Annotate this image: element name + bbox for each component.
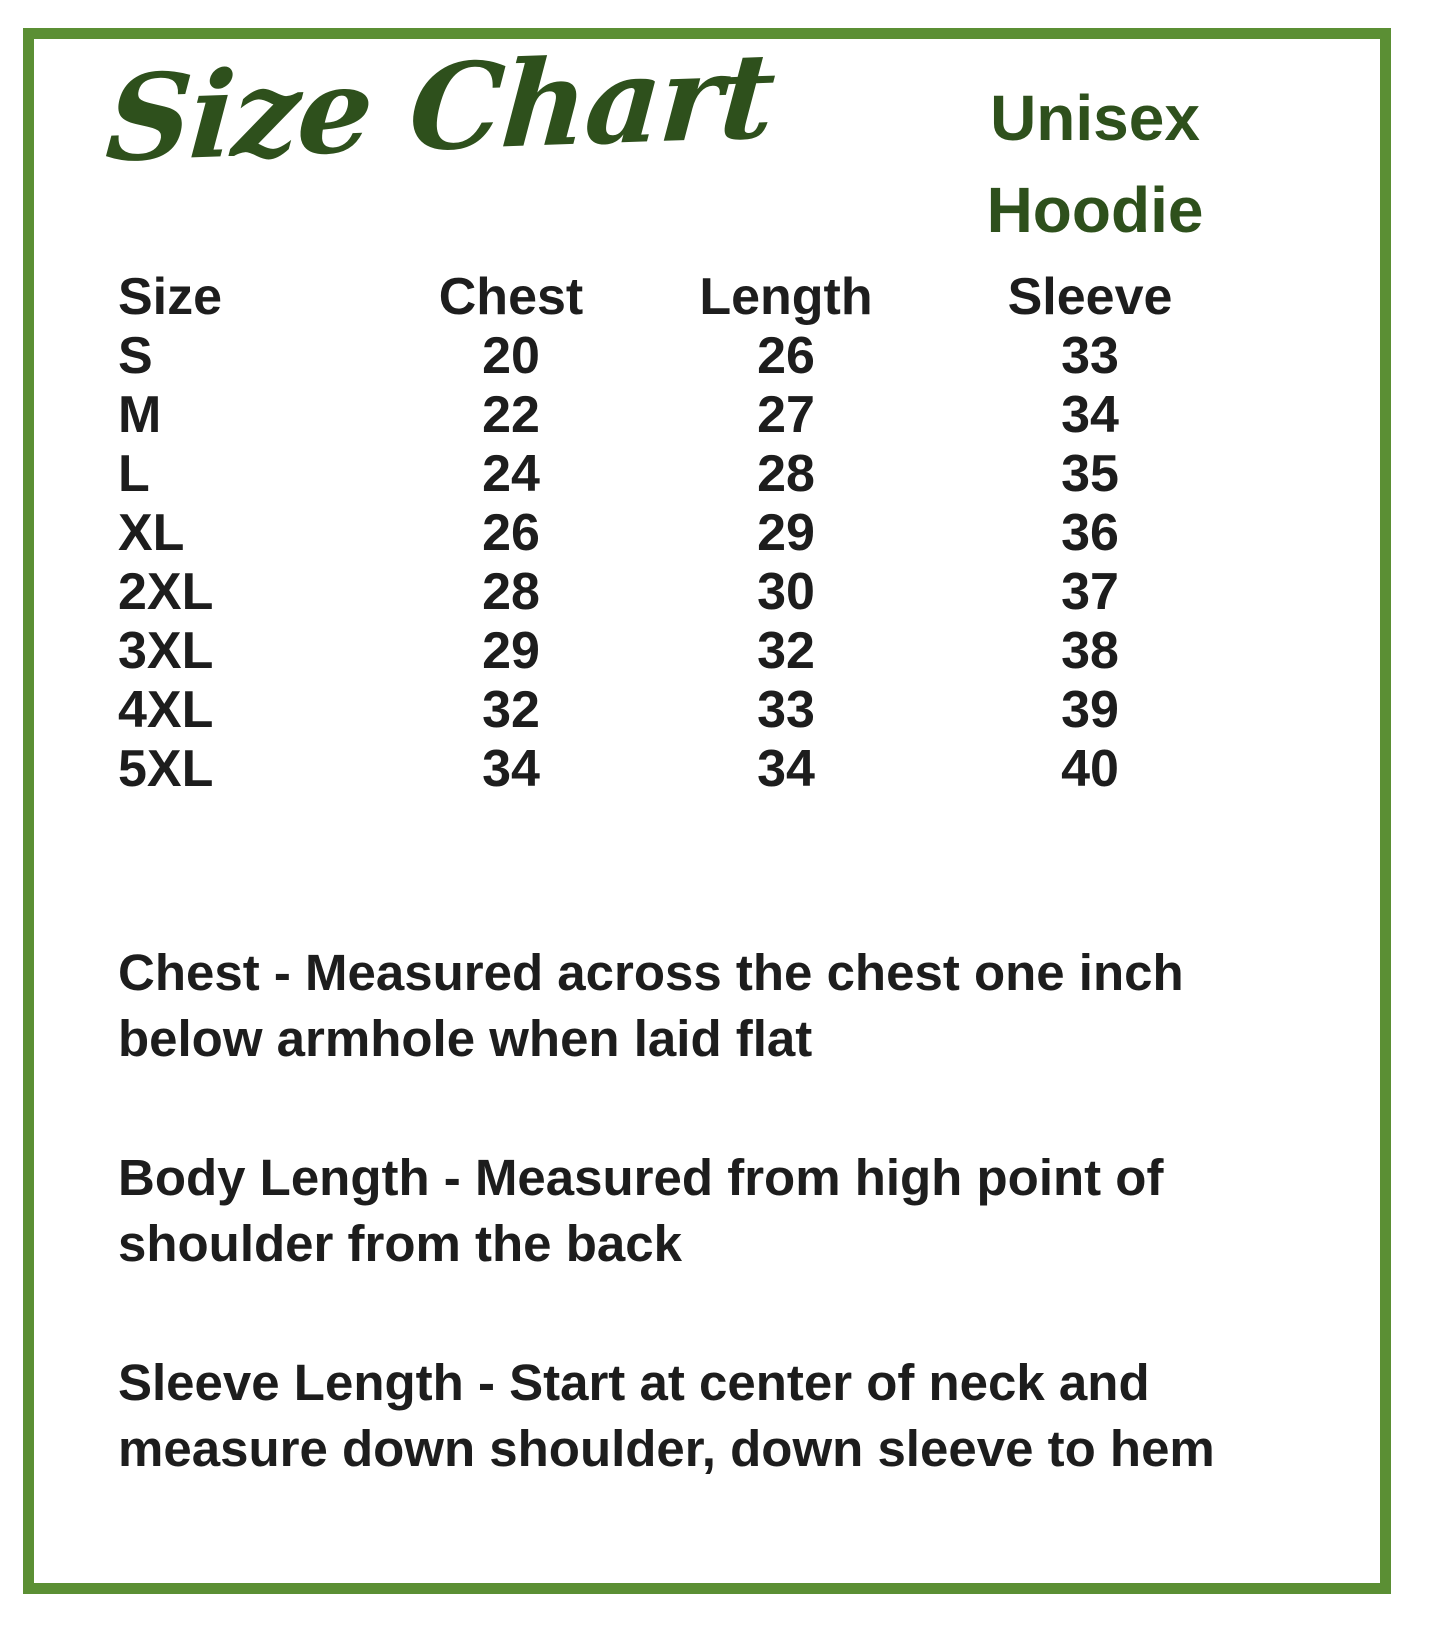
length-value: 32 [757,622,815,680]
size-label: 2XL [118,563,214,621]
chest-value: 24 [482,445,540,503]
table-row [118,445,1252,504]
size-table [118,268,1252,799]
chest-value: 29 [482,622,540,680]
column-header-chest: Chest [438,268,584,326]
note-body-length-line1: Body Length - Measured from high point of [118,1149,1164,1206]
note-chest-line2: below armhole when laid flat [118,1010,813,1067]
table-row [118,681,1252,740]
size-label: S [118,327,153,385]
sleeve-value: 34 [1061,386,1119,444]
note-body-length [118,1145,1378,1277]
product-name [930,72,1260,256]
product-name-line2: Hoodie [986,174,1204,246]
note-sleeve-length [118,1350,1378,1482]
note-chest-line1: Chest - Measured across the chest one inch [118,944,1184,1001]
note-sleeve-length-line2: measure down shoulder, down sleeve to hem [118,1420,1215,1477]
sleeve-value: 33 [1061,327,1119,385]
sleeve-value: 39 [1061,681,1119,739]
chest-value: 26 [482,504,540,562]
chest-value: 20 [482,327,540,385]
sleeve-value: 40 [1061,740,1119,798]
size-label: M [118,386,162,444]
table-row [118,622,1252,681]
table-header-row [118,268,1252,327]
product-name-line1: Unisex [990,82,1200,154]
sleeve-value: 37 [1061,563,1119,621]
sleeve-value: 38 [1061,622,1119,680]
length-value: 30 [757,563,815,621]
length-value: 29 [757,504,815,562]
note-body-length-line2: shoulder from the back [118,1215,682,1272]
note-chest [118,940,1378,1072]
chest-value: 22 [482,386,540,444]
length-value: 34 [757,740,815,798]
page-title: Size Chart [102,25,778,189]
column-header-sleeve: Sleeve [1007,268,1173,326]
size-label: XL [118,504,185,562]
measurement-notes [118,940,1378,1482]
sleeve-value: 36 [1061,504,1119,562]
length-value: 27 [757,386,815,444]
table-row [118,327,1252,386]
chest-value: 28 [482,563,540,621]
chest-value: 32 [482,681,540,739]
length-value: 33 [757,681,815,739]
size-label: L [118,445,150,503]
length-value: 26 [757,327,815,385]
size-label: 3XL [118,622,214,680]
table-row [118,563,1252,622]
note-sleeve-length-line1: Sleeve Length - Start at center of neck and [118,1354,1150,1411]
table-row [118,386,1252,445]
length-value: 28 [757,445,815,503]
table-row [118,504,1252,563]
size-label: 4XL [118,681,214,739]
size-label: 5XL [118,740,214,798]
sleeve-value: 35 [1061,445,1119,503]
column-header-length: Length [699,268,873,326]
chest-value: 34 [482,740,540,798]
column-header-size: Size [118,268,223,326]
table-row [118,740,1252,799]
